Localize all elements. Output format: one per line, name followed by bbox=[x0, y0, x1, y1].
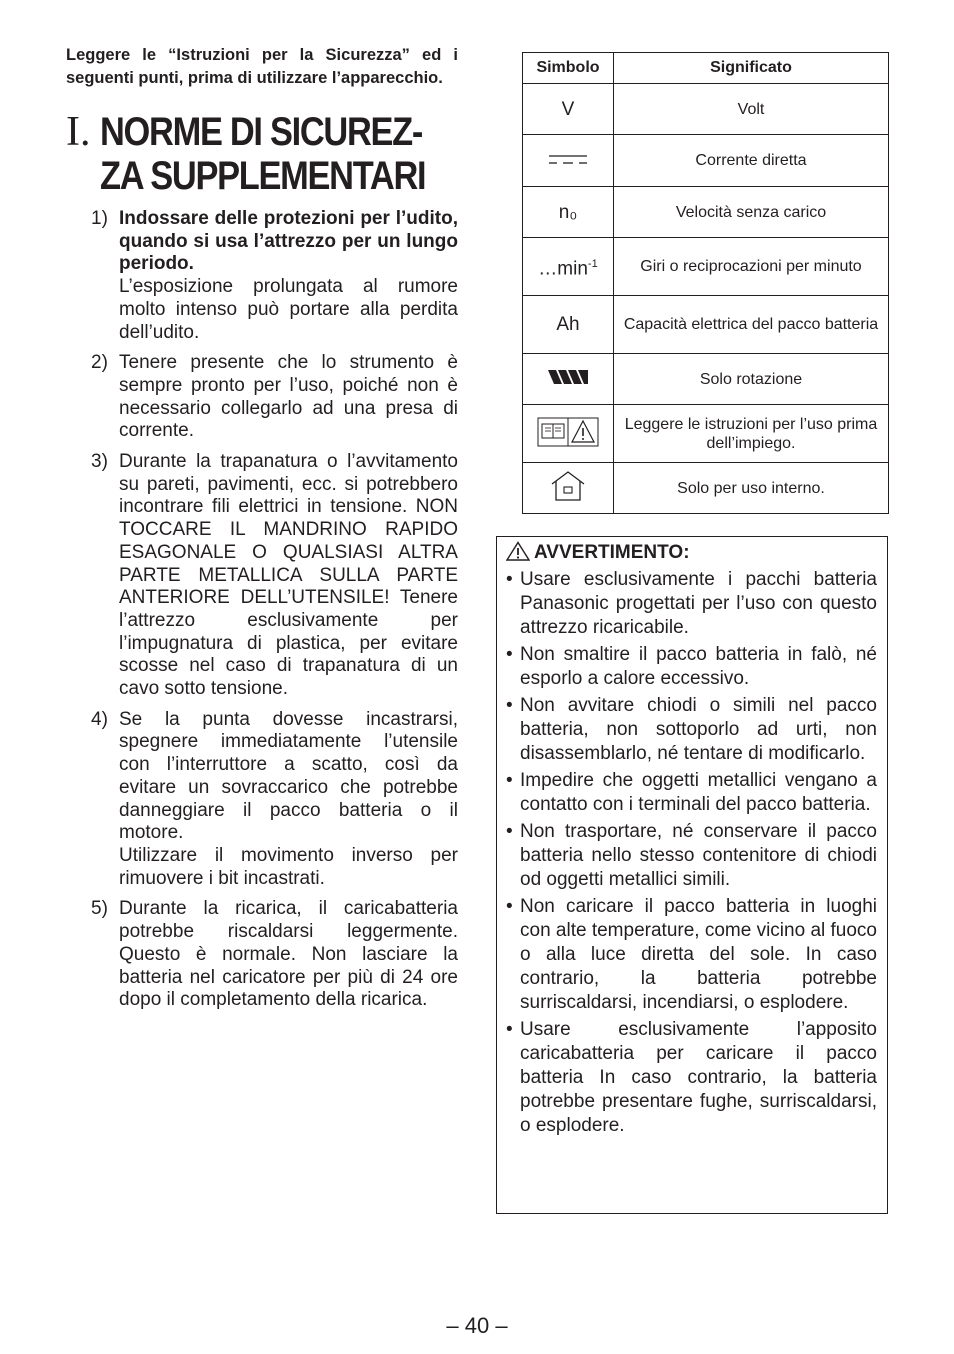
page-number: – 40 – bbox=[446, 1313, 508, 1338]
symbol-cell: n₀ bbox=[523, 187, 614, 238]
table-row bbox=[523, 84, 889, 135]
warning-item-text: Non caricare il pacco batteria in luoghi con alte temperature, come vicino al fuoco o alla luce diretta del sole. In caso contrario, la batteria potrebbe surriscaldarsi, incendiarsi, o esplodere. bbox=[520, 896, 877, 1013]
warning-triangle-icon bbox=[506, 541, 530, 561]
symbol-cell bbox=[523, 238, 614, 296]
meaning-cell: Solo per uso interno. bbox=[614, 463, 889, 514]
warning-item: • Impedire che oggetti metallici vengano a contatto con i terminali del pacco batteria. bbox=[506, 770, 877, 815]
rule-item bbox=[66, 451, 458, 701]
warning-item: • Non caricare il pacco batteria in luoghi con alte temperature, come vicino al fuoco o alla luce diretta del sole. In caso contrario, la batteria potrebbe surriscaldarsi, incendiarsi, o esplodere. bbox=[506, 896, 877, 1013]
section-title-line1: NORME DI SICUREZ- bbox=[100, 110, 423, 154]
symbol-cell: V bbox=[523, 84, 614, 135]
meaning-cell: Leggere le istruzioni per l’uso prima dell’impiego. bbox=[614, 405, 889, 463]
table-row bbox=[523, 238, 889, 296]
section-title bbox=[100, 110, 425, 198]
intro-text: Leggere le “Istruzioni per la Sicurezza” ed i seguenti punti, prima di utilizzare l’apparecchio. bbox=[66, 46, 458, 87]
warning-item-text: Non smaltire il pacco batteria in falò, né esporlo a calore eccessivo. bbox=[520, 644, 877, 689]
warning-item-text: Usare esclusivamente i pacchi batteria Panasonic progettati per l’uso con questo attrezzo ricaricabile. bbox=[520, 569, 877, 638]
rule-text: Se la punta dovesse incastrarsi, spegnere immediatamente l’utensile con l’interruttore a scatto, così da evitare un sovraccarico che potrebbe danneggiare il pacco batteria o il motore. bbox=[119, 708, 458, 844]
meaning-cell: Solo rotazione bbox=[614, 354, 889, 405]
section-heading bbox=[66, 110, 458, 198]
warning-item: • Non trasportare, né conservare il pacco batteria nello stesso contenitore di chiodi od oggetti metallici simili. bbox=[506, 821, 877, 890]
rule-item bbox=[66, 352, 458, 443]
warning-title-text: AVVERTIMENTO: bbox=[534, 542, 690, 563]
warning-item-text: Impedire che oggetti metallici vengano a contatto con i terminali del pacco batteria. bbox=[520, 770, 877, 815]
rule-text-2: Utilizzare il movimento inverso per rimuovere i bit incastrati. bbox=[119, 844, 458, 889]
warning-item: • Usare esclusivamente i pacchi batteria Panasonic progettati per l’uso con questo attrezzo ricaricabile. bbox=[506, 569, 877, 638]
warning-box bbox=[496, 536, 888, 1214]
table-row bbox=[523, 187, 889, 238]
warning-item: • Non smaltire il pacco batteria in falò, né esporlo a calore eccessivo. bbox=[506, 644, 877, 689]
meaning-cell: Volt bbox=[614, 84, 889, 135]
section-title-line2: ZA SUPPLEMENTARI bbox=[100, 154, 426, 198]
symbol-table bbox=[522, 52, 889, 514]
read-manual-warning-icon bbox=[537, 417, 599, 447]
indoor-use-icon bbox=[549, 469, 587, 503]
header-symbol: Simbolo bbox=[523, 53, 614, 84]
rule-text: Durante la trapanatura o l’avvitamento su pareti, pavimenti, ecc. si potrebbero incontrare fili elettrici in tensione. NON TOCCARE IL MANDRINO RAPIDO ESAGONALE O QUALSIASI ALTRA PARTE METALLICA SULLA PARTE ANTERIORE DELL’UTENSILE! Tenere l’attrezzo esclusivamente per l’impugnatura di plastica, per evitare scosse nel caso di trapanatura di un cavo sotto tensione. bbox=[119, 451, 458, 700]
rule-text: L’esposizione prolungata al rumore molto intenso può portare alla perdita dell’udito. bbox=[119, 276, 458, 343]
warning-title bbox=[506, 541, 877, 565]
warning-item-text: Usare esclusivamente l’apposito caricabatteria per caricare il pacco batteria In caso contrario, la batteria potrebbe presentare fughe, surriscaldarsi, o esplodere. bbox=[520, 1019, 877, 1136]
rule-text: Durante la ricarica, il caricabatteria potrebbe riscaldarsi leggermente. Questo è normale. Non lasciare la batteria nel caricatore per più di 24 ore dopo il completamento della ricarica. bbox=[119, 898, 458, 1011]
rule-number: 2) bbox=[91, 352, 108, 374]
left-column bbox=[66, 44, 458, 1020]
rules-list bbox=[66, 208, 458, 1012]
meaning-cell: Corrente diretta bbox=[614, 135, 889, 187]
rule-number: 1) bbox=[91, 208, 108, 229]
symbol-cell bbox=[523, 463, 614, 514]
rule-bold-text: Indossare delle protezioni per l’udito, quando si usa l’attrezzo per un lungo periodo. bbox=[119, 208, 458, 275]
rule-text: Tenere presente che lo strumento è sempre pronto per l’uso, poiché non è necessario collegarlo ad una presa di corrente. bbox=[119, 352, 458, 442]
table-header bbox=[523, 53, 889, 84]
warning-item: • Non avvitare chiodi o simili nel pacco batteria, non sottoporlo ad urti, non disassemblarlo, né tentare di modificarlo. bbox=[506, 695, 877, 764]
symbol-cell bbox=[523, 135, 614, 187]
header-meaning: Significato bbox=[614, 53, 889, 84]
dc-icon bbox=[548, 152, 588, 166]
symbol-text: …min bbox=[538, 258, 588, 280]
table-row bbox=[523, 354, 889, 405]
symbol-cell: Ah bbox=[523, 296, 614, 354]
warning-list bbox=[506, 568, 877, 1138]
rotation-only-icon bbox=[546, 368, 590, 386]
meaning-cell: Velocità senza carico bbox=[614, 187, 889, 238]
meaning-cell: Capacità elettrica del pacco batteria bbox=[614, 296, 889, 354]
warning-item: • Usare esclusivamente l’apposito caricabatteria per caricare il pacco batteria In caso contrario, la batteria potrebbe presentare fughe, surriscaldarsi, o esplodere. bbox=[506, 1019, 877, 1136]
rule-item bbox=[66, 709, 458, 891]
rule-number: 4) bbox=[91, 708, 108, 730]
table-row bbox=[523, 296, 889, 354]
warning-item-text: Non avvitare chiodi o simili nel pacco batteria, non sottoporlo ad urti, non disassemblarlo, né tentare di modificarlo. bbox=[520, 695, 877, 764]
symbol-superscript: -1 bbox=[587, 257, 598, 270]
rule-item bbox=[66, 208, 458, 344]
table-row bbox=[523, 135, 889, 187]
rule-number: 5) bbox=[91, 898, 108, 920]
symbol-cell bbox=[523, 405, 614, 463]
rule-item bbox=[66, 898, 458, 1012]
symbol-cell bbox=[523, 354, 614, 405]
meaning-cell: Giri o reciprocazioni per minuto bbox=[614, 238, 889, 296]
table-row bbox=[523, 463, 889, 514]
rule-number: 3) bbox=[91, 451, 108, 473]
table-row bbox=[523, 405, 889, 463]
section-number: I. bbox=[66, 109, 91, 155]
warning-item-text: Non trasportare, né conservare il pacco batteria nello stesso contenitore di chiodi od oggetti metallici simili. bbox=[520, 821, 877, 890]
